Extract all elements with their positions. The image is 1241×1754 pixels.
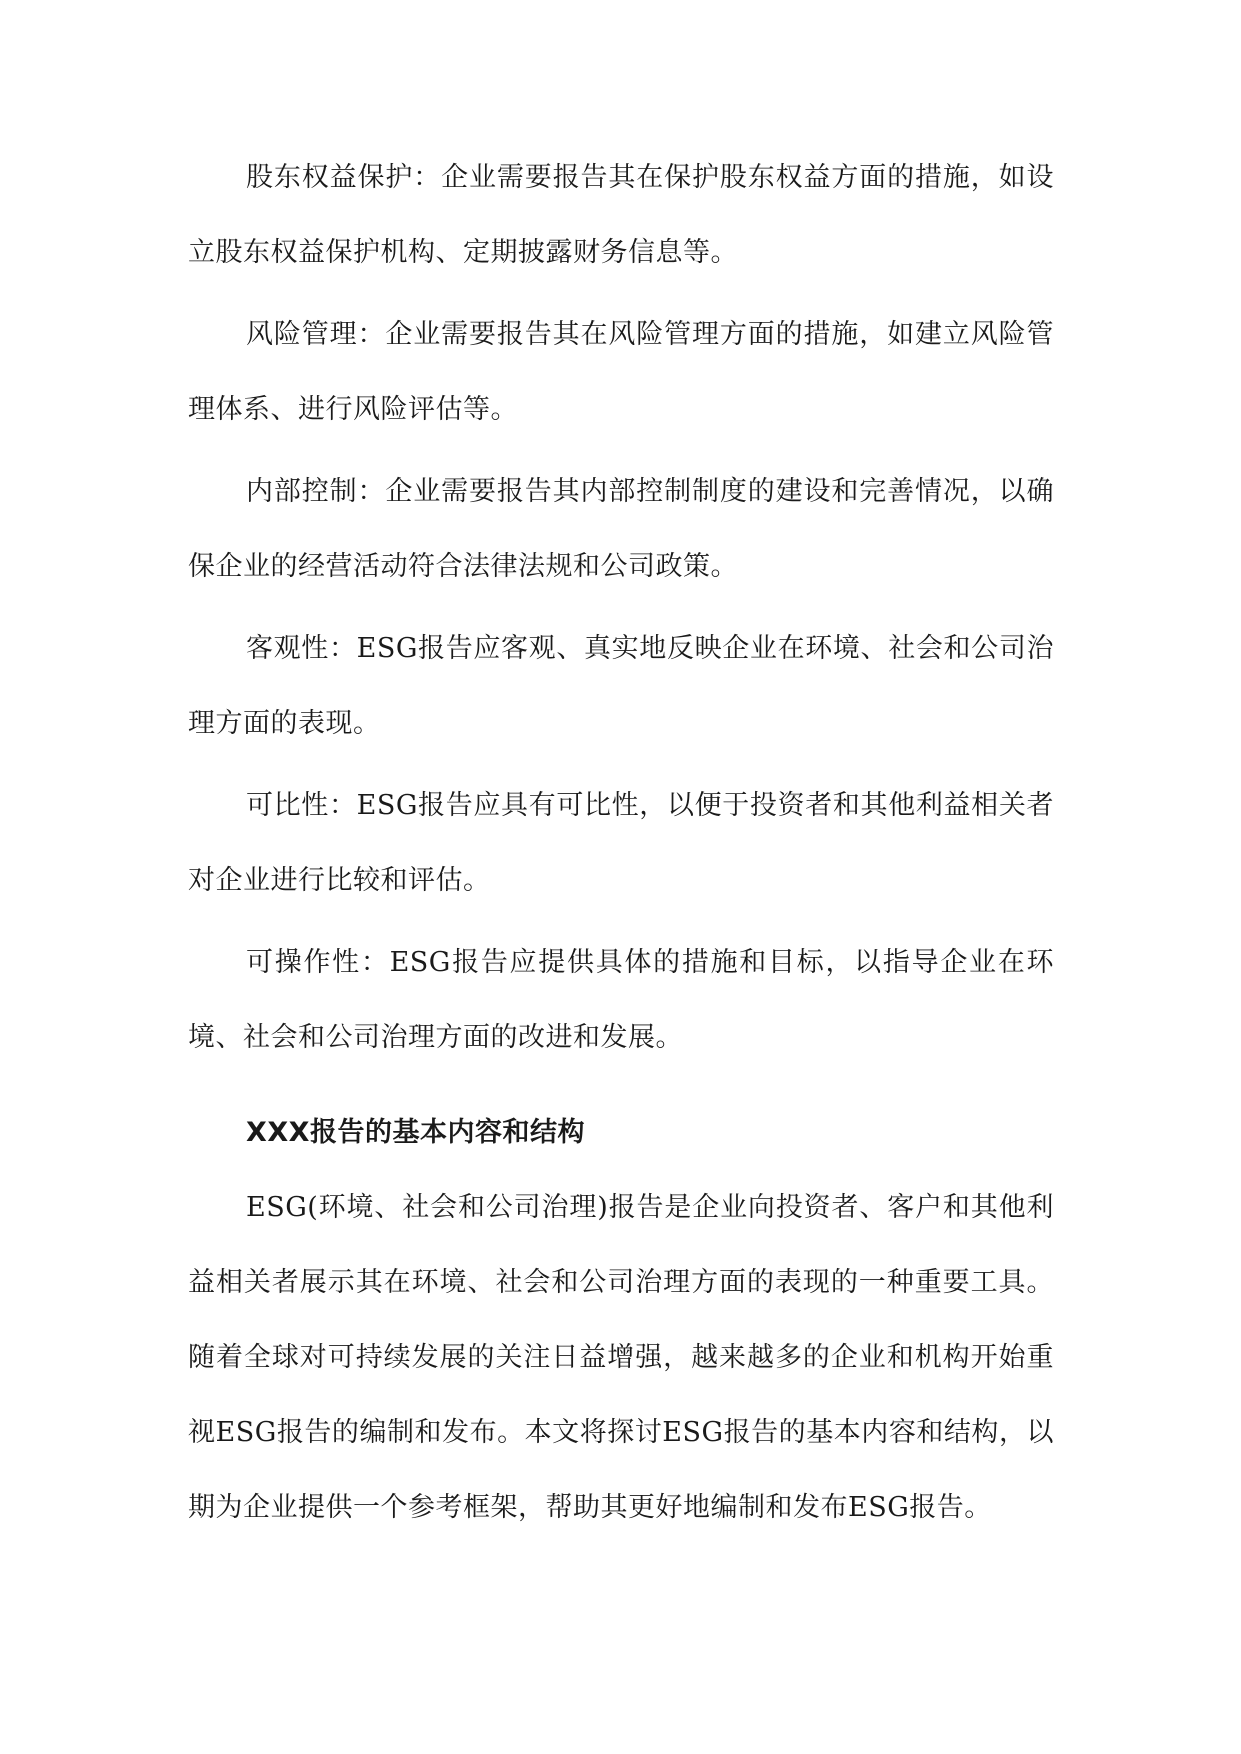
paragraph-risk-management: 风险管理：企业需要报告其在风险管理方面的措施，如建立风险管理体系、进行风险评估等。	[188, 319, 1054, 425]
paragraph-operability: 可操作性：ESG报告应提供具体的措施和目标，以指导企业在环境、社会和公司治理方面的改进和发展。	[188, 947, 1054, 1053]
paragraph-internal-control: 内部控制：企业需要报告其内部控制制度的建设和完善情况，以确保企业的经营活动符合法律法规和公司政策。	[188, 476, 1054, 582]
section-heading: XXX报告的基本内容和结构	[246, 1117, 585, 1148]
paragraph-shareholder-rights: 股东权益保护：企业需要报告其在保护股东权益方面的措施，如设立股东权益保护机构、定期披露财务信息等。	[188, 162, 1054, 268]
document-body	[188, 140, 1054, 1552]
paragraph-esg-intro: ESG(环境、社会和公司治理)报告是企业向投资者、客户和其他利益相关者展示其在环境、社会和公司治理方面的表现的一种重要工具。随着全球对可持续发展的关注日益增强，越来越多的企业和机构开始重视ESG报告的编制和发布。本文将探讨ESG报告的基本内容和结构，以期为企业提供一个参考框架，帮助其更好地编制和发布ESG报告。	[188, 1192, 1054, 1523]
paragraph-objectivity: 客观性：ESG报告应客观、真实地反映企业在环境、社会和公司治理方面的表现。	[188, 633, 1054, 739]
paragraph-comparability: 可比性：ESG报告应具有可比性，以便于投资者和其他利益相关者对企业进行比较和评估。	[188, 790, 1054, 896]
